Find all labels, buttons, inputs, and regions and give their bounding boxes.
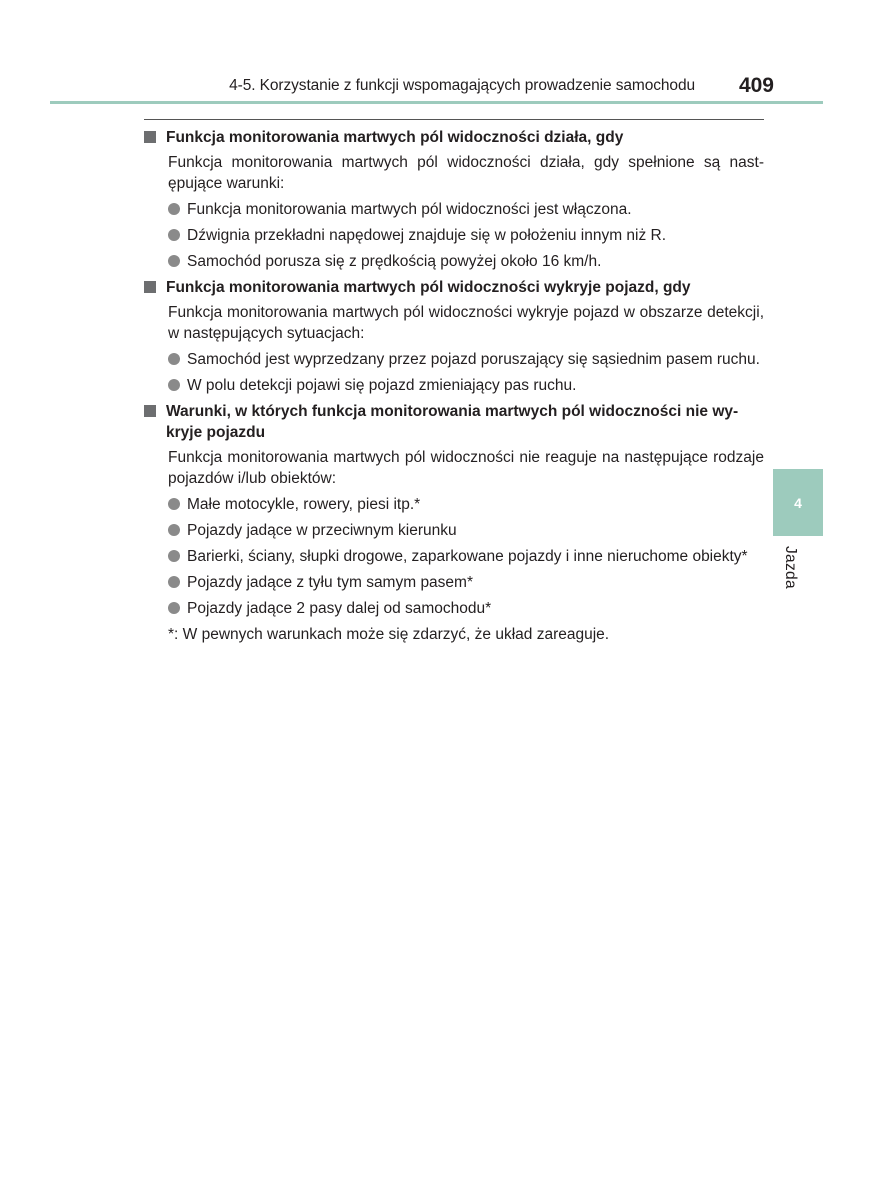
list-item [168,375,764,396]
round-bullet-icon [168,353,180,365]
list-item-text: Samochód porusza się z prędkością powyżej około 16 km/h. [187,253,602,270]
section-detection-situations [144,277,764,396]
round-bullet-icon [168,550,180,562]
chapter-tab[interactable] [773,469,823,536]
list-item-text: Funkcja monitorowania martwych pól widoczności jest włączona. [187,201,632,218]
section-paragraph: Funkcja monitorowania martwych pól widoczności nie reaguje na następujące rodzaje pojazdów i/lub obiektów: [168,449,764,487]
section-heading-text: Warunki, w których funkcja monitorowania martwych pól widoczności nie wykryje pojazdu [166,403,739,441]
round-bullet-icon [168,229,180,241]
list-item-text: Dźwignia przekładni napędowej znajduje się w położeniu innym niż R. [187,227,667,244]
list-item [168,199,764,220]
list-item-text: Małe motocykle, rowery, piesi itp.* [187,496,421,513]
list-item-text: Samochód jest wyprzedzany przez pojazd poruszający się sąsiednim pasem ruchu. [187,351,760,368]
section-non-detection [144,401,764,619]
list-item-text: Pojazdy jadące 2 pasy dalej od samochodu* [187,600,492,617]
round-bullet-icon [168,498,180,510]
page-number: 409 [738,74,774,97]
square-bullet-icon [144,131,156,143]
list-item [168,546,764,567]
section-paragraph: Funkcja monitorowania martwych pól widoczności wykryje pojazd w obszarze detekcji, w następujących sytuacjach: [168,304,764,342]
section-heading [144,127,764,148]
header-rule [50,101,823,104]
list-item [168,494,764,515]
chapter-label [781,546,809,606]
section-heading-text: Funkcja monitorowania martwych pól widoczności wykryje pojazd, gdy [166,279,691,296]
running-header-title: 4-5. Korzystanie z funkcji wspomagających prowadzenie samochodu [229,77,695,94]
list-item-text: Pojazdy jadące w przeciwnym kierunku [187,522,457,539]
list-item [168,572,764,593]
section-heading-text: Funkcja monitorowania martwych pól widoczności działa, gdy [166,129,624,146]
list-item [168,349,764,370]
round-bullet-icon [168,255,180,267]
section-paragraph: Funkcja monitorowania martwych pól widoczności działa, gdy spełnione są następujące warunki: [168,154,764,192]
chapter-tab-number: 4 [794,495,802,511]
list-item-text: Barierki, ściany, słupki drogowe, zaparkowane pojazdy i inne nieruchome obiekty* [187,548,748,565]
page-content [144,127,764,645]
list-item [168,598,764,619]
section-heading [144,277,764,298]
list-item [168,520,764,541]
round-bullet-icon [168,602,180,614]
square-bullet-icon [144,281,156,293]
round-bullet-icon [168,576,180,588]
content-top-rule [144,119,764,120]
section-conditions-active [144,127,764,272]
list-item-text: W polu detekcji pojawi się pojazd zmieniający pas ruchu. [187,377,577,394]
round-bullet-icon [168,524,180,536]
round-bullet-icon [168,203,180,215]
square-bullet-icon [144,405,156,417]
list-item [168,225,764,246]
list-item [168,251,764,272]
footnote: *: W pewnych warunkach może się zdarzyć, że układ zareaguje. [168,626,610,643]
section-heading [144,401,764,443]
round-bullet-icon [168,379,180,391]
list-item-text: Pojazdy jadące z tyłu tym samym pasem* [187,574,473,591]
chapter-label-text: Jazda [782,546,799,589]
